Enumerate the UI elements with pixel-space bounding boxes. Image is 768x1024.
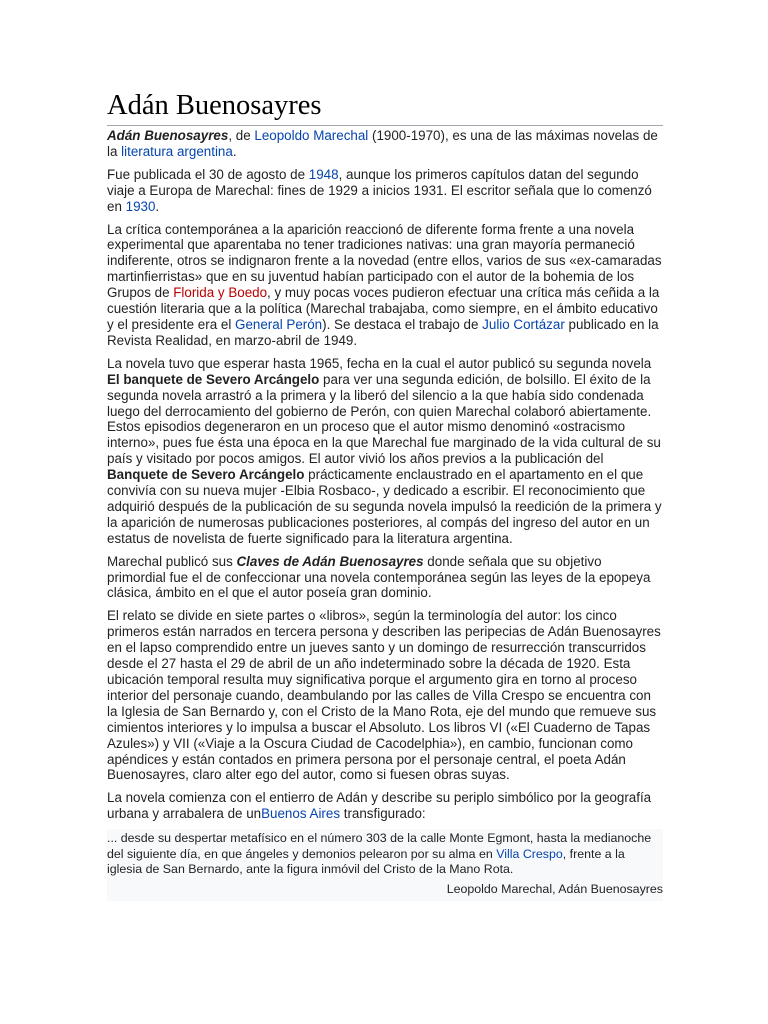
text-span: ... desde su despertar metafísico en el número 303 de la calle Monte Egmont, hasta la medianoche del siguiente día, en que ángeles y demonios pelearon por su alma en <box>107 831 652 861</box>
text-span: La novela comienza con el entierro de Adán y describe su periplo simbólico por la geografía urbana y arrabalera de un <box>107 790 652 822</box>
link-1948[interactable]: 1948 <box>308 166 339 182</box>
reedition-paragraph <box>107 356 663 547</box>
quote-block <box>107 829 663 900</box>
text-span: , frente a la iglesia de San Bernardo, ante la figura inmóvil del Cristo de la Mano Rota. <box>107 846 625 877</box>
text-span: La crítica contemporánea a la aparición reaccionó de diferente forma frente a una novela experimental que aparentaba no tener tradiciones nativas: una gran mayoría permaneció indiferente, otros se indignaron frente a la novedad (entre ellos, varios de sus «ex-camaradas martinfierristas» que en su juventud habían participado con el autor de la bohemia de los Grupos de <box>107 221 662 301</box>
link-julio-cortazar[interactable]: Julio Cortázar <box>482 316 565 332</box>
link-florida-y-boedo[interactable]: Florida y Boedo <box>173 285 268 301</box>
link-literatura-argentina[interactable]: literatura argentina <box>121 143 233 159</box>
intro-paragraph <box>107 128 663 160</box>
bold-title: Banquete de Severo Arcángelo <box>107 467 305 483</box>
link-leopoldo-marechal[interactable]: Leopoldo Marechal <box>254 128 369 143</box>
text-span: . <box>155 198 160 214</box>
bold-title: El banquete de Severo Arcángelo <box>107 371 320 387</box>
text-span: , aunque los primeros capítulos datan del segundo viaje a Europa de Marechal: fines de 1929 a inicios 1931. El escritor señala que lo comenzó en <box>107 166 652 214</box>
quote-citation: Leopoldo Marechal, Adán Buenosayres <box>446 881 663 896</box>
text-span: . <box>232 143 237 159</box>
claves-title: Claves de Adán Buenosayres <box>236 553 424 569</box>
structure-paragraph: El relato se divide en siete partes o «libros», según la terminología del autor: los cinco primeros están narrados en tercera persona y describen las peripecias de Adán Buenosayres en el lapso comprendido entre un jueves santo y un domingo de resurrección transcurridos desde el 27 hasta el 29 de abril de un año indeterminado sobre la década de 1920. Esta ubicación temporal resulta muy significativa porque el argumento gira en torno al proceso interior del personaje cuando, deambulando por las calles de Villa Crespo se encuentra con la Iglesia de San Bernardo y, con el Cristo de la Mano Rota, eje del mundo que remueve sus cimientos interiores y lo impulsa a buscar el Absoluto. Los libros VI («El Cuaderno de Tapas Azules») y VII («Viaje a la Oscura Ciudad de Cacodelphia»), en cambio, funcionan como apéndices y están contados en primera persona por el personaje central, el poeta Adán Buenosayres, claro alter ego del autor, como si fuesen obras suyas. <box>107 608 661 783</box>
text-span: publicado en la Revista Realidad, en marzo-abril de 1949. <box>107 316 659 348</box>
text-span: , y muy pocas voces pudieron efectuar una crítica más ceñida a la cuestión literaria que a la política (Marechal trabajaba, como siempre, en el ámbito educativo y el presidente era el <box>107 285 660 332</box>
link-general-peron[interactable]: General Perón <box>235 316 323 332</box>
text-span: La novela tuvo que esperar hasta 1965, fecha en la cual el autor publicó su segunda novela <box>107 355 652 371</box>
claves-paragraph <box>107 554 663 602</box>
text-span: Marechal publicó sus <box>107 553 237 569</box>
text-span: (1900-1970), es una de las máximas novelas de la <box>107 128 658 159</box>
text-span: prácticamente enclaustrado en el apartamento en el que convivía con su nueva mujer -Elbia Rosbaco-, y dedicado a escribir. El reconocimiento que adquirió después de la publicación de su segunda novela impulsó la reedición de la primera y la aparición de numerosas publicaciones posteriores, al compás del ingreso del autor en un estatus de novelista de fuerte significado para la literatura argentina. <box>107 467 662 546</box>
link-buenos-aires[interactable]: Buenos Aires <box>261 806 341 822</box>
publication-paragraph <box>107 167 663 215</box>
text-span: , de <box>228 128 255 143</box>
page-title: Adán Buenosayres <box>107 88 663 126</box>
text-span: para ver una segunda edición, de bolsillo. El éxito de la segunda novela arrastró a la primera y la liberó del silencio a la que había sido condenada luego del derrocamiento del gobierno de Perón, con quien Marechal colaboró abiertamente. Estos episodios degeneraron en un proceso que el autor mismo denominó «ostracismo interno», pues fue ésta una época en la que Marechal fue marginado de la vida cultural de su país y visitado por pocos amigos. El autor vivió los años previos a la publicación del <box>107 371 661 467</box>
criticism-paragraph <box>107 222 663 349</box>
text-span: transfigurado: <box>340 806 426 822</box>
beginning-paragraph <box>107 790 663 822</box>
link-villa-crespo[interactable]: Villa Crespo <box>496 846 563 861</box>
text-span: Fue publicada el 30 de agosto de <box>107 166 309 182</box>
quote-text <box>107 831 663 878</box>
book-title: Adán Buenosayres <box>107 128 229 143</box>
link-1930[interactable]: 1930 <box>125 198 156 214</box>
text-span: donde señala que su objetivo primordial fue el de confeccionar una novela contemporánea según las leyes de la epopeya clásica, ámbito en el que el autor poseía gran dominio. <box>107 553 651 601</box>
text-span: ). Se destaca el trabajo de <box>322 316 483 332</box>
article-body <box>107 128 663 901</box>
